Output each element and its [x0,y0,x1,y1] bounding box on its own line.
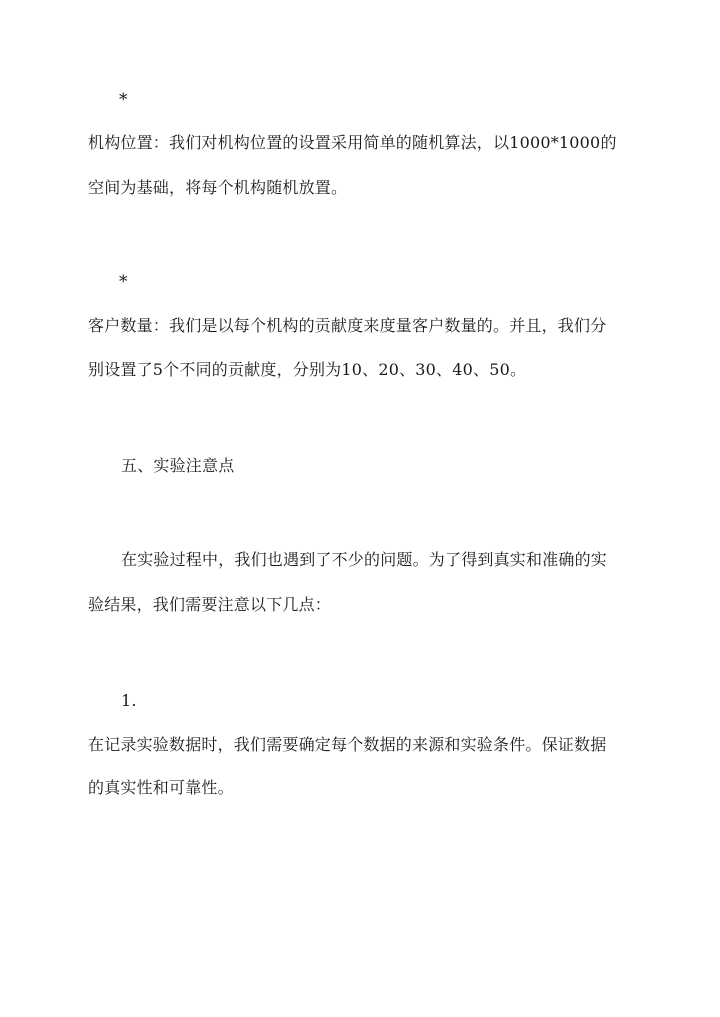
paragraph-line: 客户数量：我们是以每个机构的贡献度来度量客户数量的。并且，我们分 [88,316,607,335]
paragraph-line: 机构位置：我们对机构位置的设置采用简单的随机算法，以1000*1000的 [88,133,617,152]
list-number: 1. [121,691,137,710]
bullet-marker: * [119,272,128,292]
section-heading: 五、实验注意点 [121,456,235,475]
paragraph-line: 验结果，我们需要注意以下几点： [88,595,332,614]
paragraph-line: 空间为基础，将每个机构随机放置。 [88,178,348,197]
paragraph-line: 在记录实验数据时，我们需要确定每个数据的来源和实验条件。保证数据 [88,735,607,754]
paragraph-line: 在实验过程中，我们也遇到了不少的问题。为了得到真实和准确的实 [121,550,608,569]
paragraph-line: 的真实性和可靠性。 [88,778,234,797]
bullet-marker: * [119,90,128,110]
paragraph-line: 别设置了5个不同的贡献度，分别为10、20、30、40、50。 [88,360,527,379]
